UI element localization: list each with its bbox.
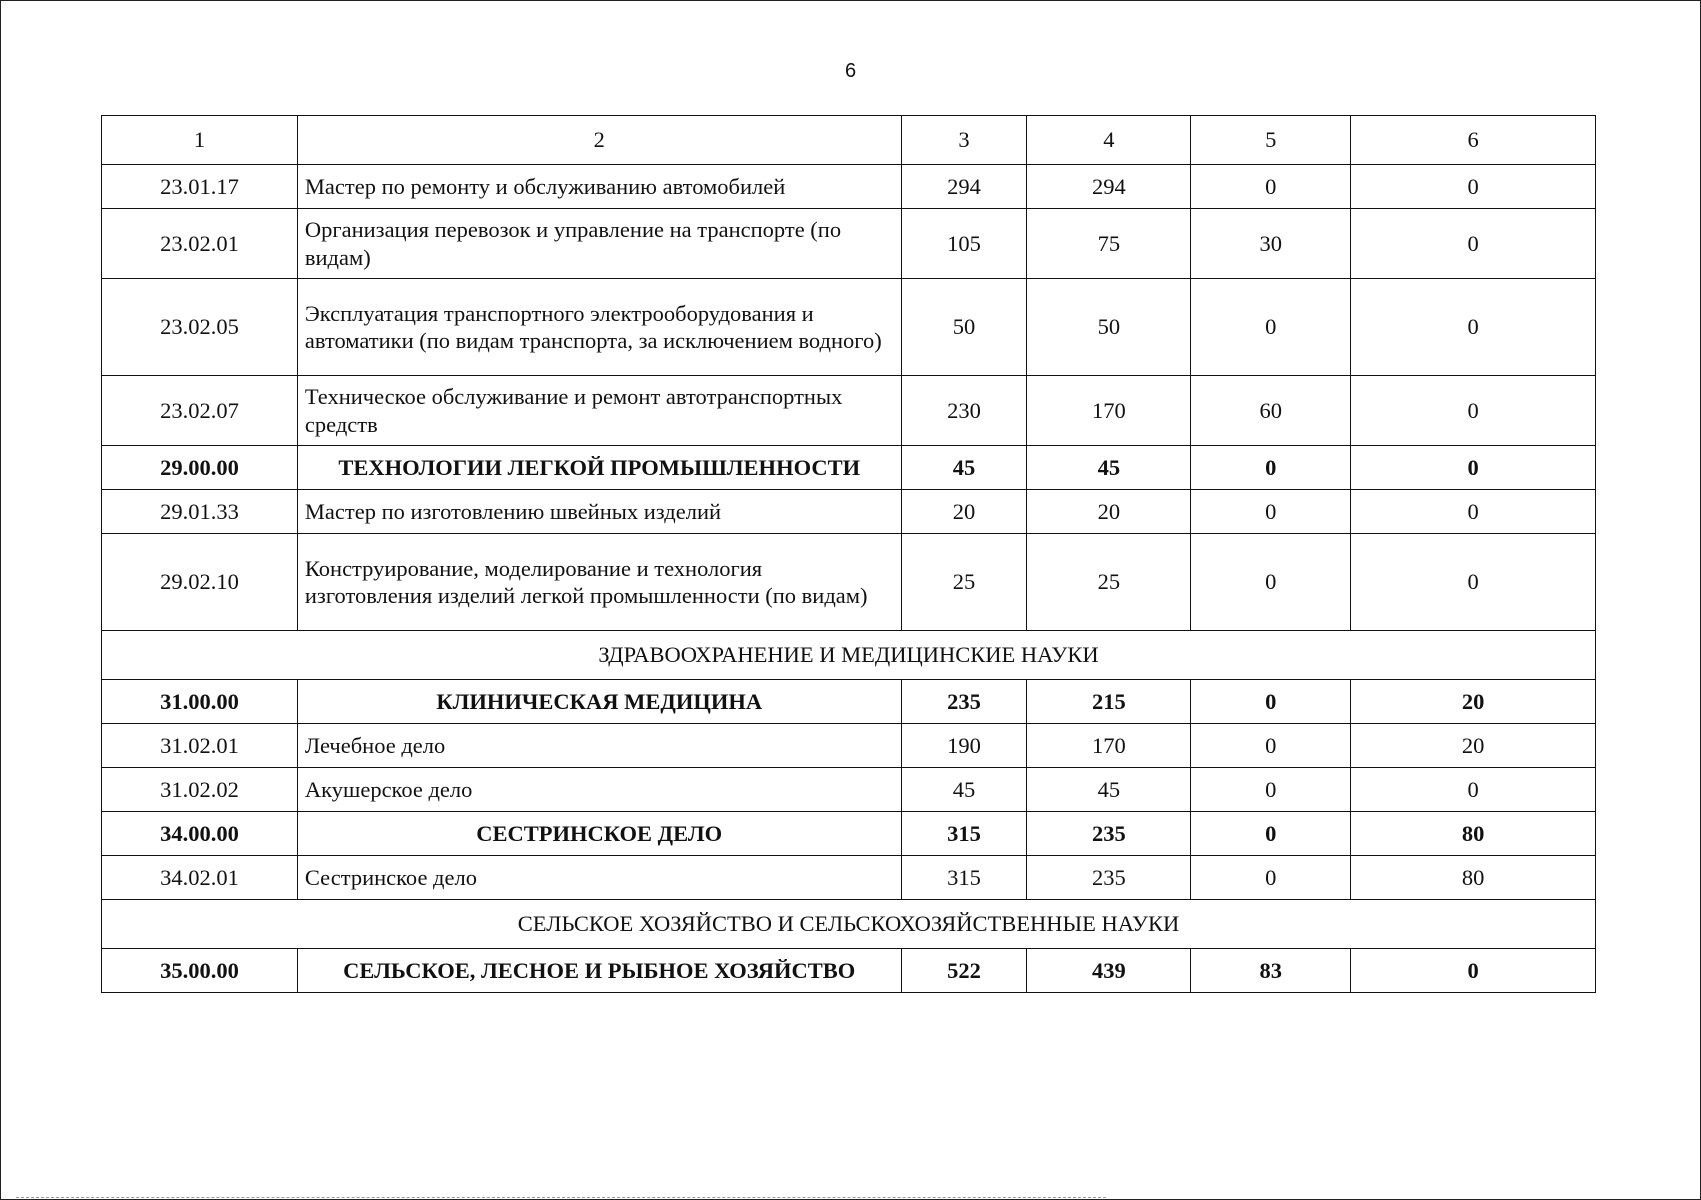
value-cell-4: 50 (1027, 279, 1191, 376)
value-cell-4: 170 (1027, 724, 1191, 768)
header-cell: 2 (297, 116, 901, 165)
value-cell-3: 294 (901, 165, 1027, 209)
data-table (101, 115, 1596, 993)
code-cell: 29.02.10 (102, 534, 298, 631)
group-row (102, 812, 1596, 856)
table-row (102, 856, 1596, 900)
code-cell: 29.01.33 (102, 490, 298, 534)
value-cell-3: 105 (901, 209, 1027, 279)
value-cell-4: 45 (1027, 768, 1191, 812)
name-cell: КЛИНИЧЕСКАЯ МЕДИЦИНА (297, 680, 901, 724)
value-cell-3: 50 (901, 279, 1027, 376)
group-row (102, 680, 1596, 724)
value-cell-3: 20 (901, 490, 1027, 534)
name-cell: Лечебное дело (297, 724, 901, 768)
code-cell: 29.00.00 (102, 446, 298, 490)
table-row (102, 534, 1596, 631)
name-cell: Мастер по изготовлению швейных изделий (297, 490, 901, 534)
group-row (102, 446, 1596, 490)
section-row (102, 631, 1596, 680)
value-cell-4: 439 (1027, 949, 1191, 993)
value-cell-5: 0 (1191, 724, 1351, 768)
value-cell-4: 294 (1027, 165, 1191, 209)
code-cell: 23.01.17 (102, 165, 298, 209)
group-row (102, 949, 1596, 993)
value-cell-5: 0 (1191, 534, 1351, 631)
header-cell: 1 (102, 116, 298, 165)
table-body (102, 116, 1596, 993)
value-cell-6: 0 (1351, 376, 1596, 446)
value-cell-4: 235 (1027, 812, 1191, 856)
value-cell-5: 30 (1191, 209, 1351, 279)
value-cell-6: 0 (1351, 446, 1596, 490)
table-row (102, 209, 1596, 279)
value-cell-4: 170 (1027, 376, 1191, 446)
value-cell-6: 0 (1351, 279, 1596, 376)
value-cell-6: 0 (1351, 490, 1596, 534)
name-cell: СЕЛЬСКОЕ, ЛЕСНОЕ И РЫБНОЕ ХОЗЯЙСТВО (297, 949, 901, 993)
name-cell: Организация перевозок и управление на транспорте (по видам) (297, 209, 901, 279)
page-number: 6 (844, 60, 857, 82)
value-cell-3: 45 (901, 768, 1027, 812)
code-cell: 35.00.00 (102, 949, 298, 993)
value-cell-5: 0 (1191, 680, 1351, 724)
value-cell-3: 230 (901, 376, 1027, 446)
value-cell-4: 25 (1027, 534, 1191, 631)
scan-artifact-line (16, 1197, 1106, 1198)
table-row (102, 279, 1596, 376)
table-row (102, 768, 1596, 812)
code-cell: 31.02.01 (102, 724, 298, 768)
header-cell: 4 (1027, 116, 1191, 165)
code-cell: 23.02.01 (102, 209, 298, 279)
code-cell: 34.02.01 (102, 856, 298, 900)
value-cell-6: 80 (1351, 856, 1596, 900)
value-cell-5: 0 (1191, 768, 1351, 812)
name-cell: Сестринское дело (297, 856, 901, 900)
value-cell-4: 20 (1027, 490, 1191, 534)
value-cell-3: 25 (901, 534, 1027, 631)
value-cell-3: 315 (901, 812, 1027, 856)
name-cell: ТЕХНОЛОГИИ ЛЕГКОЙ ПРОМЫШЛЕННОСТИ (297, 446, 901, 490)
header-cell: 3 (901, 116, 1027, 165)
code-cell: 23.02.07 (102, 376, 298, 446)
value-cell-5: 0 (1191, 165, 1351, 209)
value-cell-5: 60 (1191, 376, 1351, 446)
section-title: ЗДРАВООХРАНЕНИЕ И МЕДИЦИНСКИЕ НАУКИ (102, 631, 1596, 680)
value-cell-6: 0 (1351, 949, 1596, 993)
value-cell-5: 83 (1191, 949, 1351, 993)
section-title: СЕЛЬСКОЕ ХОЗЯЙСТВО И СЕЛЬСКОХОЗЯЙСТВЕННЫЕ НАУКИ (102, 900, 1596, 949)
table-row (102, 490, 1596, 534)
header-cell: 5 (1191, 116, 1351, 165)
value-cell-3: 522 (901, 949, 1027, 993)
value-cell-4: 235 (1027, 856, 1191, 900)
value-cell-4: 45 (1027, 446, 1191, 490)
value-cell-4: 215 (1027, 680, 1191, 724)
name-cell: Акушерское дело (297, 768, 901, 812)
value-cell-6: 0 (1351, 768, 1596, 812)
value-cell-5: 0 (1191, 446, 1351, 490)
table-row (102, 165, 1596, 209)
name-cell: СЕСТРИНСКОЕ ДЕЛО (297, 812, 901, 856)
value-cell-5: 0 (1191, 279, 1351, 376)
name-cell: Техническое обслуживание и ремонт автотранспортных средств (297, 376, 901, 446)
header-row (102, 116, 1596, 165)
value-cell-6: 0 (1351, 209, 1596, 279)
name-cell: Эксплуатация транспортного электрооборудования и автоматики (по видам транспорта, за исключением водного) (297, 279, 901, 376)
name-cell: Конструирование, моделирование и технология изготовления изделий легкой промышленности (по видам) (297, 534, 901, 631)
value-cell-3: 190 (901, 724, 1027, 768)
table-row (102, 376, 1596, 446)
section-row (102, 900, 1596, 949)
value-cell-5: 0 (1191, 812, 1351, 856)
value-cell-6: 80 (1351, 812, 1596, 856)
value-cell-4: 75 (1027, 209, 1191, 279)
code-cell: 31.00.00 (102, 680, 298, 724)
table-row (102, 724, 1596, 768)
value-cell-6: 0 (1351, 534, 1596, 631)
value-cell-3: 45 (901, 446, 1027, 490)
value-cell-6: 20 (1351, 680, 1596, 724)
value-cell-5: 0 (1191, 490, 1351, 534)
header-cell: 6 (1351, 116, 1596, 165)
value-cell-6: 20 (1351, 724, 1596, 768)
name-cell: Мастер по ремонту и обслуживанию автомобилей (297, 165, 901, 209)
code-cell: 23.02.05 (102, 279, 298, 376)
value-cell-5: 0 (1191, 856, 1351, 900)
value-cell-3: 235 (901, 680, 1027, 724)
code-cell: 31.02.02 (102, 768, 298, 812)
value-cell-6: 0 (1351, 165, 1596, 209)
code-cell: 34.00.00 (102, 812, 298, 856)
value-cell-3: 315 (901, 856, 1027, 900)
